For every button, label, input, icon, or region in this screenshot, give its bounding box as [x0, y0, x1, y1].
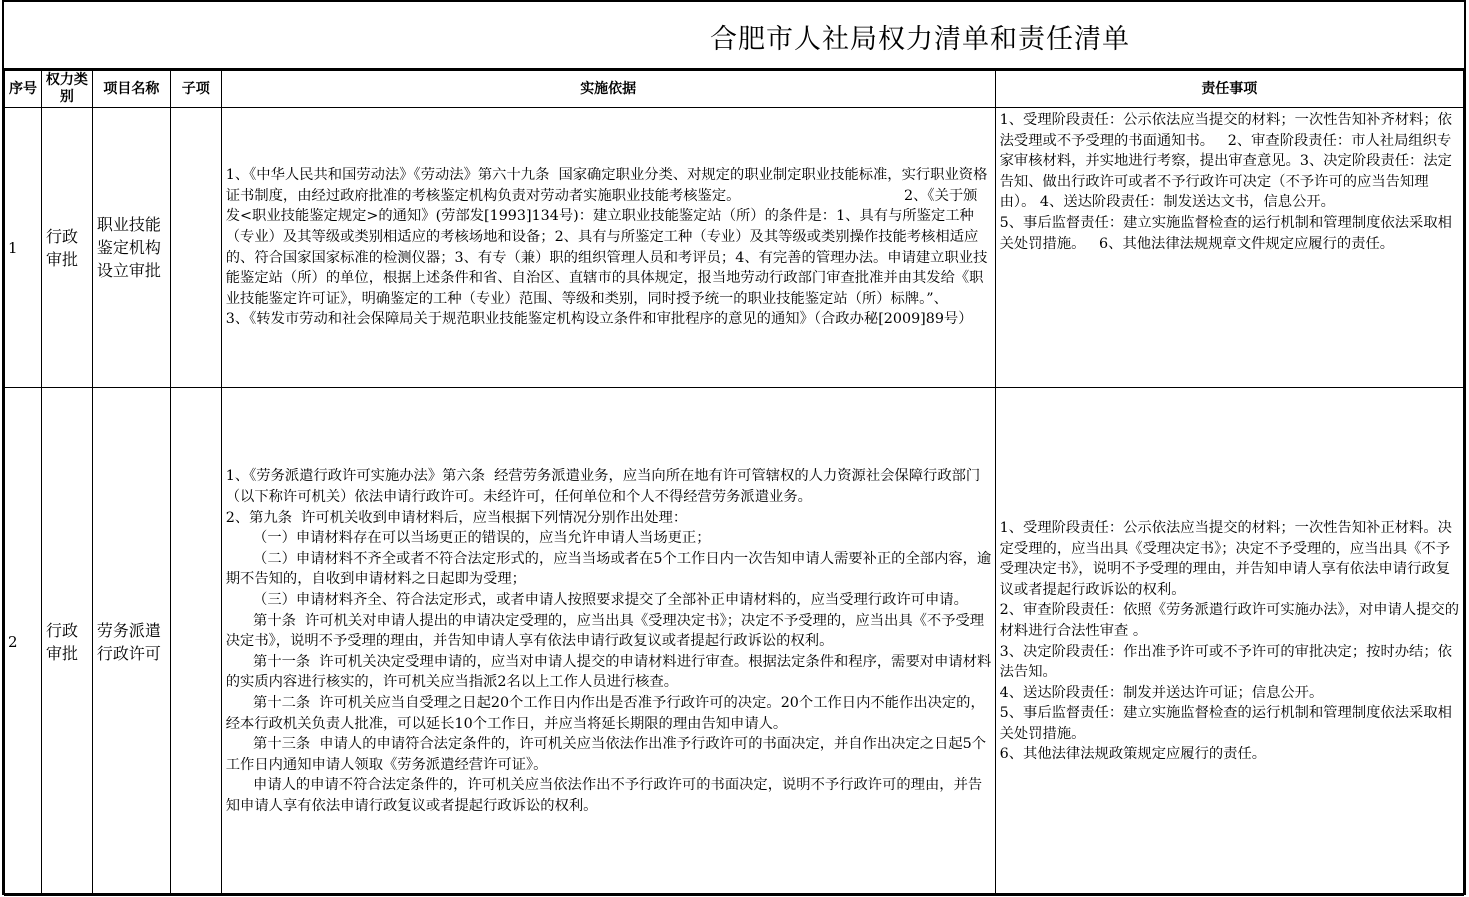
power-responsibility-table	[4, 70, 1464, 896]
header-kind: 权力类别	[41, 71, 92, 108]
cell-index: 2	[5, 388, 42, 896]
header-duty: 责任事项	[995, 71, 1463, 108]
cell-basis	[221, 108, 995, 388]
spreadsheet-page	[2, 0, 1466, 895]
cell-name: 劳务派遣行政许可	[92, 388, 170, 896]
table-row	[5, 388, 1464, 896]
header-row	[5, 71, 1464, 108]
basis-text: 1、《中华人民共和国劳动法》《劳动法》第六十九条 国家确定职业分类、对规定的职业制定职业技能标准，实行职业资格证书制度，由经过政府批准的考核鉴定机构负责对劳动者实施职业技能考核鉴定。 2、《关于颁发<职业技能鉴定规定>的通知》(劳部发[1993]134号)：建立职业技能鉴定站（所）的条件是：1、具有与所鉴定工种（专业）及其等级或类别相适应的考核场地和设备；2、具有与所鉴定工种（专业）及其等级或类别操作技能考核相适应的、符合国家国家标准的检测仪器；3、有专（兼）职的组织管理人员和考评员；4、有完善的管理办法。申请建立职业技能鉴定站（所）的单位，根据上述条件和省、自治区、直辖市的具体规定，报当地劳动行政部门审查批准并由其发给《职业技能鉴定许可证》，明确鉴定的工种（专业）范围、等级和类别，同时授予统一的职业技能鉴定站（所）标牌。”、 3、《转发市劳动和社会保障局关于规范职业技能鉴定机构设立条件和审批程序的意见的通知》（合政办秘[2009]89号）	[225, 167, 988, 328]
header-name: 项目名称	[92, 71, 170, 108]
cell-duty	[995, 108, 1463, 388]
header-sub: 子项	[170, 71, 221, 108]
header-basis: 实施依据	[221, 71, 995, 108]
cell-name: 职业技能鉴定机构设立审批	[92, 108, 170, 388]
title-row	[4, 2, 1464, 70]
cell-sub	[170, 388, 221, 896]
header-index: 序号	[5, 71, 42, 108]
cell-kind: 行政审批	[41, 108, 92, 388]
cell-index: 1	[5, 108, 42, 388]
duty-text: 1、受理阶段责任：公示依法应当提交的材料；一次性告知补齐材料；依法受理或不予受理的书面通知书。 2、审查阶段责任：市人社局组织专家审核材料，并实地进行考察，提出审查意见。3、决定阶段责任：法定告知、做出行政许可或者不予行政许可决定（不予许可的应当告知理由）。 4、送达阶段责任：制发送达文书，信息公开。 5、事后监督责任：建立实施监督检查的运行机制和管理制度依法采取相关处罚措施。 6、其他法律法规规章文件规定应履行的责任。	[999, 112, 1452, 252]
cell-kind: 行政审批	[41, 388, 92, 896]
basis-text: 1、《劳务派遣行政许可实施办法》第六条 经营劳务派遣业务，应当向所在地有许可管辖权的人力资源社会保障行政部门（以下称许可机关）依法申请行政许可。未经许可，任何单位和个人不得经营劳务派遣业务。 2、第九条 许可机关收到申请材料后，应当根据下列情况分别作出处理： （一）申请材料存在可以当场更正的错误的，应当允许申请人当场更正； （二）申请材料不齐全或者不符合法定形式的，应当当场或者在5个工作日内一次告知申请人需要补正的全部内容，逾期不告知的，自收到申请材料之日起即为受理； （三）申请材料齐全、符合法定形式，或者申请人按照要求提交了全部补正申请材料的，应当受理行政许可申请。 第十条 许可机关对申请人提出的申请决定受理的，应当出具《受理决定书》；决定不予受理的，应当出具《不予受理决定书》，说明不予受理的理由，并告知申请人享有依法申请行政复议或者提起行政诉讼的权利。 第十一条 许可机关决定受理申请的，应当对申请人提交的申请材料进行审查。根据法定条件和程序，需要对申请材料的实质内容进行核实的，许可机关应当指派2名以上工作人员进行核查。 第十二条 许可机关应当自受理之日起20个工作日内作出是否准予行政许可的决定。20个工作日内不能作出决定的，经本行政机关负责人批准，可以延长10个工作日，并应当将延长期限的理由告知申请人。 第十三条 申请人的申请符合法定条件的，许可机关应当依法作出准予行政许可的书面决定，并自作出决定之日起5个工作日内通知申请人领取《劳务派遣经营许可证》。 申请人的申请不符合法定条件的，许可机关应当依法作出不予行政许可的书面决定，说明不予行政许可的理由，并告知申请人享有依法申请行政复议或者提起行政诉讼的权利。	[225, 468, 992, 814]
duty-text: 1、受理阶段责任：公示依法应当提交的材料；一次性告知补正材料。决定受理的，应当出具《受理决定书》；决定不予受理的，应当出具《不予受理决定书》，说明不予受理的理由，并告知申请人享有依法申请行政复议或者提起行政诉讼的权利。 2、审查阶段责任：依照《劳务派遣行政许可实施办法》，对申请人提交的材料进行合法性审查 。 3、决定阶段责任：作出准予许可或不予许可的审批决定；按时办结；依法告知。 4、送达阶段责任：制发并送达许可证；信息公开。 5、事后监督责任：建立实施监督检查的运行机制和管理制度依法采取相关处罚措施。 6、其他法律法规政策规定应履行的责任。	[999, 519, 1460, 763]
page-title: 合肥市人社局权力清单和责任清单	[710, 24, 1130, 55]
cell-basis	[221, 388, 995, 896]
table-row	[5, 108, 1464, 388]
cell-sub	[170, 108, 221, 388]
cell-duty	[995, 388, 1463, 896]
